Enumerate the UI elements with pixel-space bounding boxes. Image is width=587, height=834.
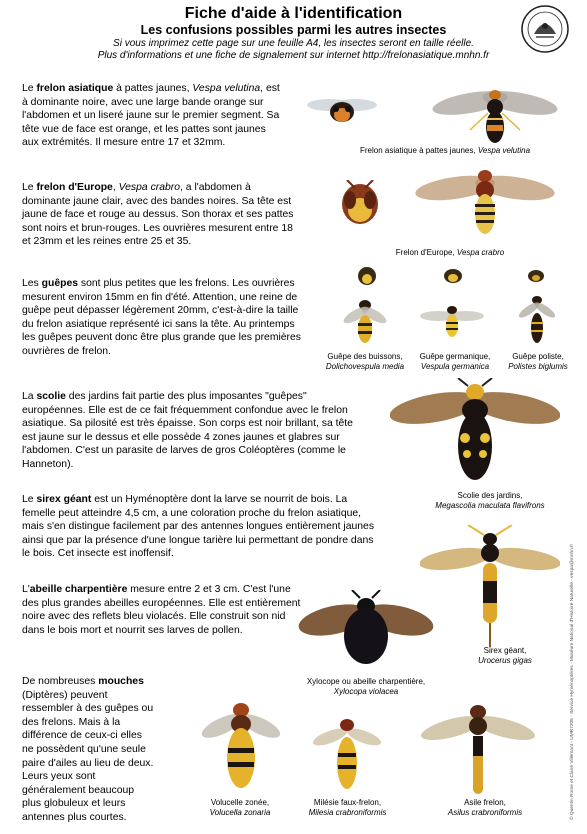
caption-hornet-robberfly <box>440 798 530 817</box>
caption-text: Guêpe germanique, <box>419 352 491 361</box>
text: mesure entre 2 et 3 cm. C'est l'une des plus grandes abeilles européennes. Elle est entièrement noire avec des reflets bleu violacés. Elle construit son nid dans le bois mort et nourrit ses larves de pollen. <box>22 584 301 636</box>
paper-wasp-image <box>515 292 559 348</box>
caption-text: Scolie des jardins, <box>457 491 523 500</box>
caption-latin: Vespa crabro <box>456 248 505 257</box>
caption-latin: Polistes biglumis <box>508 361 568 371</box>
latin-name: Vespa crabro <box>118 182 181 193</box>
text: sont plus petites que les frelons. Les ouvrières mesurent environ 15mm en fin d'été. Attention, une reine de guêpe peut dépasser légèrement 20mm, c'est-à-dire la taille du frelon asiatique représenté ici sans la tête. Au printemps les guêpes peuvent donc être plus grande que les premières ouvrières de frelon. <box>22 278 301 357</box>
text: Les <box>22 278 42 289</box>
european-hornet-image <box>415 162 555 237</box>
caption-text: Xylocope ou abeille charpentière, <box>306 677 426 686</box>
caption-giant-woodwasp <box>460 646 550 665</box>
caption-text: Volucelle zonée, <box>210 798 270 807</box>
hornet-mimic-fly-image <box>312 715 382 795</box>
hornet-robberfly-image <box>418 698 538 798</box>
caption-text: Milésie faux-frelon, <box>313 798 382 807</box>
german-wasp-image <box>420 300 484 340</box>
print-note: Si vous imprimez cette page sur une feuille A4, les insectes seront en taille réelle. <box>113 38 474 49</box>
caption-latin: Vespa velutina <box>477 146 531 155</box>
page-title: Fiche d'aide à l'identification <box>184 5 403 22</box>
paragraph-scoliid-wasp <box>22 390 362 472</box>
wasp-head-image <box>440 267 466 285</box>
asian-hornet-image <box>430 85 560 147</box>
text: Le <box>22 494 37 505</box>
caption-text: Asile frelon, <box>464 798 506 807</box>
latin-name: Vespa velutina <box>192 83 261 94</box>
paragraph-flies <box>22 675 154 825</box>
caption-latin: Xylocopa violacea <box>333 686 399 696</box>
text: , <box>112 182 119 193</box>
caption-paper-wasp <box>498 352 578 371</box>
species-name: mouches <box>98 676 144 687</box>
caption-german-wasp <box>410 352 500 371</box>
paragraph-wasps <box>22 277 304 359</box>
text: La <box>22 391 37 402</box>
caption-latin: Volucella zonaria <box>209 807 271 817</box>
paragraph-giant-woodwasp <box>22 493 382 561</box>
photo-credit <box>570 480 578 820</box>
text: (Diptères) peuvent ressembler à des guêpes ou des frelons. Mais à la différence de ceux-ci elles ne possèdent qu'une seule paire d'ailes au lieu de deux. Leurs yeux sont généralement beaucoup plus globuleux et leurs antennes plus courtes. <box>22 689 154 823</box>
european-hornet-head-image <box>335 180 385 228</box>
caption-latin: Milesia crabroniformis <box>308 807 387 817</box>
scoliid-wasp-image <box>390 378 560 486</box>
caption-latin: Vespula germanica <box>420 361 490 371</box>
credit-text: © Quentin Rome et Claire Villemant - UMR7205 - Service Hyménoptères - Muséum National d'Histoire Naturelle - vespa@mnhn.fr <box>570 543 575 820</box>
caption-carpenter-bee <box>296 677 436 696</box>
text: L' <box>22 584 30 595</box>
wasp-head-image <box>355 265 379 287</box>
caption-text: Frelon d'Europe, <box>395 248 457 257</box>
text: Le <box>22 83 37 94</box>
species-name: sirex géant <box>36 494 92 505</box>
median-wasp-image <box>340 295 390 347</box>
caption-text: Guêpe des buissons, <box>327 352 403 361</box>
species-name: guêpes <box>41 278 79 289</box>
caption-asian-hornet <box>330 146 560 156</box>
text: Le <box>22 182 37 193</box>
museum-seal-icon <box>520 4 570 54</box>
text: est un Hyménoptère dont la larve se nourrit de bois. La femelle peut atteindre 4,5 cm, a une coloration proche du frelon asiatique, mais s'en distingue facilement par des antennes longues entièrement jaunes ainsi que par la présence d'une longue tarière lui permettant de pondre dans le bois. Cet insecte est inoffensif. <box>22 494 375 560</box>
text: à pattes jaunes, <box>113 83 193 94</box>
species-name: frelon asiatique <box>36 83 114 94</box>
caption-latin: Urocerus gigas <box>478 655 532 665</box>
carpenter-bee-image <box>296 590 436 670</box>
species-name: scolie <box>36 391 66 402</box>
caption-latin: Asilus crabroniformis <box>447 807 523 817</box>
caption-latin: Dolichovespula media <box>325 361 405 371</box>
caption-latin: Megascolia maculata flavifrons <box>435 500 545 510</box>
caption-hornet-mimic-fly <box>300 798 395 817</box>
species-name: frelon d'Europe <box>36 182 113 193</box>
giant-woodwasp-image <box>420 525 560 650</box>
page-subtitle: Les confusions possibles parmi les autres insectes <box>140 23 447 37</box>
caption-scoliid-wasp <box>415 491 565 510</box>
text: , a l'abdomen à dominante jaune clair, avec des bandes noires. Sa tête est jaune de face et rouge au dessus. Son thorax et ses pattes sont noirs et brun-rouges. Les ouvrières mesurent entre 18 et 23mm et les reines entre 25 et 35. <box>22 182 294 248</box>
caption-text: Frelon asiatique à pattes jaunes, <box>359 146 478 155</box>
caption-text: Sirex géant, <box>483 646 527 655</box>
species-name: abeille charpentière <box>29 584 128 595</box>
caption-hornet-hoverfly <box>195 798 285 817</box>
text: De nombreuses <box>22 676 99 687</box>
hornet-hoverfly-image <box>200 700 282 800</box>
caption-text: Guêpe poliste, <box>512 352 564 361</box>
paragraph-european-hornet <box>22 181 300 249</box>
wasp-head-image <box>525 268 547 284</box>
header <box>0 4 587 62</box>
text: des jardins fait partie des plus imposantes "guêpes" européennes. Elle est de ce fait fréquemment confondue avec le frelon asiatique. Sa pilosité est très épaisse. Son corps est noir brillant, sa tête est jaune sur le dessus et elle possède 4 zones jaunes et glabres sur l'abdomen. C'est un parasite de larves de gros Coléoptères (comme le Hanneton). <box>22 391 353 470</box>
info-link[interactable]: Plus d'informations et une fiche de signalement sur internet http://frelonasiatique.mnhn.fr <box>97 50 490 61</box>
paragraph-carpenter-bee <box>22 583 310 637</box>
asian-hornet-head-image <box>305 95 379 129</box>
caption-median-wasp <box>320 352 410 371</box>
paragraph-asian-hornet <box>22 82 284 150</box>
text: , est à dominante noire, avec une large bande orange sur l'abdomen et un liseré jaune sur le premier segment. Sa tête vue de face est orange, et les pattes sont jaunes aux extrémités. Il mesure entre 17 et 32mm. <box>22 83 280 149</box>
caption-european-hornet <box>370 248 530 258</box>
